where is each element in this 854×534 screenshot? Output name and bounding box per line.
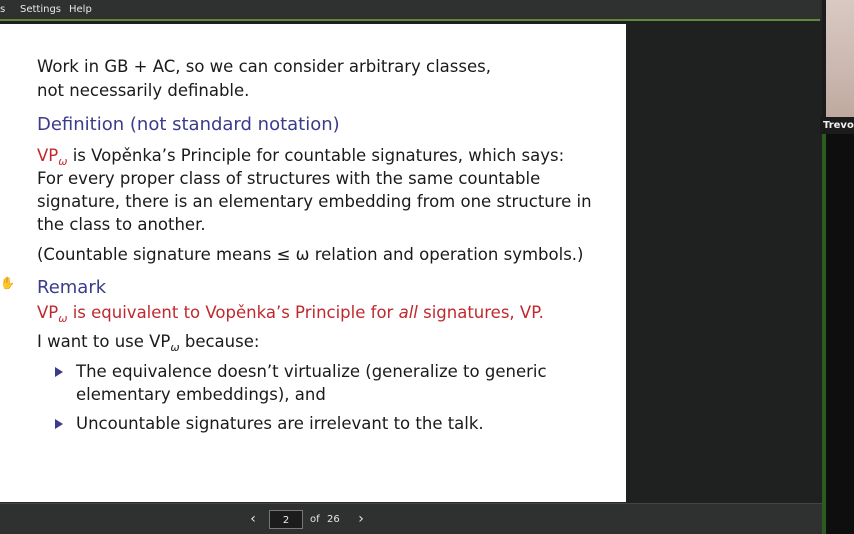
remark-text: $VP_\omega$ is equivalent to Vopěnka’s Principle for all signatures, VP. bbox=[37, 303, 544, 325]
definition-title: Definition (not standard notation) bbox=[37, 114, 340, 135]
countable-note: (Countable signature means ≤ ω relation and operation symbols.) bbox=[37, 245, 584, 264]
page-of-label: of bbox=[310, 514, 320, 525]
participant-name: Trevo bbox=[820, 117, 854, 134]
vp-omega-term: $VP_\omega$ bbox=[37, 146, 68, 168]
remark-title: Remark bbox=[37, 277, 107, 298]
definition-line-3: signature, there is an elementary embedding from one structure in bbox=[37, 192, 592, 211]
page-total: 26 bbox=[327, 514, 340, 525]
intro-line-1: Work in GB + AC, so we can consider arbitrary classes, bbox=[37, 57, 491, 76]
page-number-input[interactable]: 2 bbox=[269, 510, 303, 529]
definition-line-4: the class to another. bbox=[37, 215, 206, 234]
participant-video-empty bbox=[826, 134, 854, 534]
viewer-background bbox=[626, 21, 822, 503]
navigation-divider bbox=[0, 503, 822, 504]
bullet-1-line-2: elementary embeddings), and bbox=[76, 385, 326, 404]
menu-item-partial[interactable]: s bbox=[0, 4, 6, 15]
chevron-right-icon[interactable]: › bbox=[358, 511, 364, 527]
bullet-1-line-1: The equivalence doesn’t virtualize (generalize to generic bbox=[76, 362, 547, 381]
want-line: I want to use $VP_\omega$ because: bbox=[37, 332, 260, 354]
bullet-triangle-icon bbox=[55, 367, 63, 377]
participant-video[interactable] bbox=[826, 0, 854, 117]
bullet-2: Uncountable signatures are irrelevant to the talk. bbox=[76, 414, 484, 433]
chevron-left-icon[interactable]: ‹ bbox=[250, 511, 256, 527]
menu-item-settings[interactable]: Settings bbox=[20, 4, 62, 15]
bullet-triangle-icon bbox=[55, 419, 63, 429]
menu-item-help[interactable]: Help bbox=[69, 4, 92, 15]
definition-line-2: For every proper class of structures with the same countable bbox=[37, 169, 541, 188]
definition-line-1: $VP_\omega$ is Vopěnka’s Principle for countable signatures, which says: bbox=[37, 146, 565, 168]
intro-line-2: not necessarily definable. bbox=[37, 81, 250, 100]
hand-cursor-icon: ✋ bbox=[0, 276, 15, 290]
menubar bbox=[0, 0, 820, 19]
page-navigation-bar bbox=[0, 503, 822, 534]
